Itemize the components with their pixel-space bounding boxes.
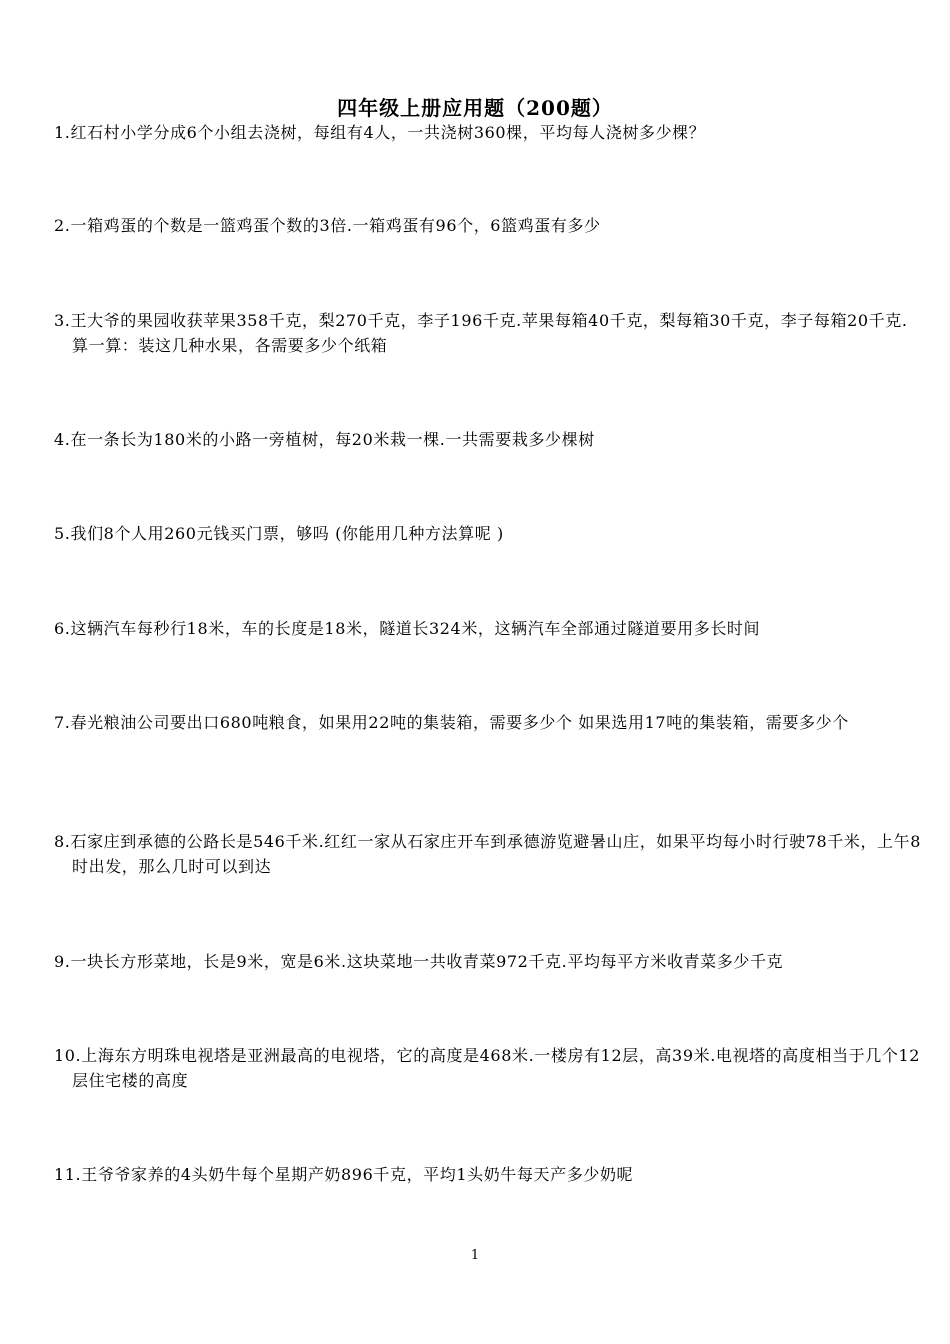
question-number: 6. [54,619,71,638]
question-text: 上海东方明珠电视塔是亚洲最高的电视塔，它的高度是468米.一楼房有12层，高39米.电视塔的高度相当于几个12层住宅楼的高度 [72,1046,921,1090]
question-text: 石家庄到承德的公路长是546千米.红红一家从石家庄开车到承德游览避暑山庄，如果平均每小时行驶78千米，上午8时出发，那么几时可以到达 [70,832,922,876]
question-text: 一块长方形菜地，长是9米，宽是6米.这块菜地一共收青菜972千克.平均每平方米收青菜多少千克 [70,952,784,971]
question-11 [54,1162,922,1187]
question-text: 春光粮油公司要出口680吨粮食，如果用22吨的集装箱，需要多少个 如果选用17吨的集装箱，需要多少个 [70,713,849,732]
question-number: 11. [54,1165,82,1184]
question-number: 7. [54,713,71,732]
question-text: 一箱鸡蛋的个数是一篮鸡蛋个数的3倍.一箱鸡蛋有96个，6篮鸡蛋有多少 [70,216,601,235]
question-text: 这辆汽车每秒行18米，车的长度是18米，隧道长324米，这辆汽车全部通过隧道要用多长时间 [70,619,761,638]
question-7 [54,710,922,735]
question-10 [54,1043,922,1093]
question-text: 我们8个人用260元钱买门票，够吗 (你能用几种方法算呢 ) [70,524,504,543]
page-number: 1 [470,1248,480,1263]
question-6 [54,616,922,641]
question-4 [54,427,922,452]
question-5 [54,521,922,546]
question-number: 8. [54,832,71,851]
question-text: 王大爷的果园收获苹果358千克，梨270千克，李子196千克.苹果每箱40千克，梨每箱30千克，李子每箱20千克.算一算：装这几种水果，各需要多少个纸箱 [70,311,908,355]
question-number: 4. [54,430,71,449]
question-9 [54,949,922,974]
question-1 [54,120,922,145]
question-number: 5. [54,524,71,543]
page-title: 四年级上册应用题（200题） [337,96,613,120]
question-3 [54,308,922,358]
question-number: 2. [54,216,71,235]
question-text: 王爷爷家养的4头奶牛每个星期产奶896千克，平均1头奶牛每天产多少奶呢 [81,1165,634,1184]
question-text: 红石村小学分成6个小组去浇树，每组有4人，一共浇树360棵，平均每人浇树多少棵？ [70,123,706,142]
question-number: 10. [54,1046,82,1065]
question-text: 在一条长为180米的小路一旁植树，每20米栽一棵.一共需要栽多少棵树 [70,430,595,449]
question-8 [54,829,922,879]
question-2 [54,213,922,238]
question-number: 9. [54,952,71,971]
question-number: 3. [54,311,71,330]
question-number: 1. [54,123,71,142]
